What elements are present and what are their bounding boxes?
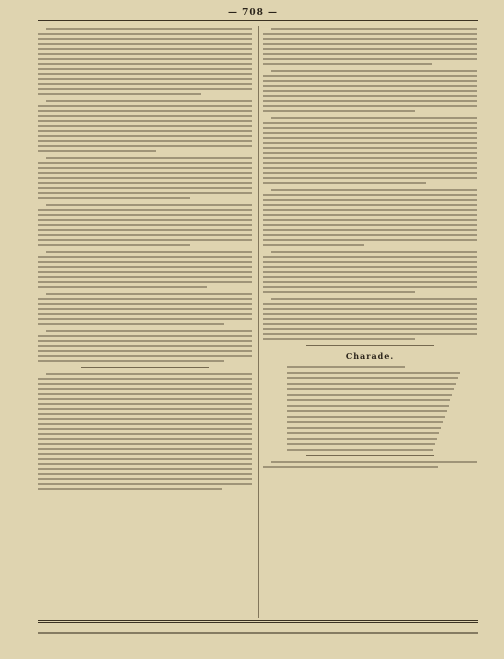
text-line bbox=[263, 80, 477, 82]
body-paragraph bbox=[263, 189, 477, 246]
text-line bbox=[38, 281, 252, 283]
verse-line bbox=[287, 405, 449, 407]
text-line bbox=[38, 438, 252, 440]
footer-rule bbox=[38, 620, 478, 621]
body-paragraph bbox=[38, 204, 252, 246]
text-line bbox=[263, 239, 477, 241]
text-line bbox=[38, 38, 252, 40]
text-line bbox=[38, 308, 252, 310]
body-paragraph bbox=[38, 28, 252, 95]
text-line bbox=[38, 335, 252, 337]
text-line bbox=[38, 43, 252, 45]
text-line bbox=[263, 308, 477, 310]
text-line bbox=[263, 33, 477, 35]
text-line bbox=[263, 303, 477, 305]
text-line bbox=[263, 48, 477, 50]
verse-line bbox=[287, 432, 439, 434]
text-line bbox=[263, 43, 477, 45]
verse-line bbox=[287, 443, 435, 445]
text-line bbox=[38, 93, 201, 95]
text-line bbox=[38, 483, 252, 485]
text-line bbox=[38, 271, 252, 273]
verse-line bbox=[287, 399, 450, 401]
text-line bbox=[263, 271, 477, 273]
text-line bbox=[38, 488, 222, 490]
body-paragraph bbox=[263, 70, 477, 112]
text-line bbox=[263, 100, 477, 102]
text-line bbox=[38, 58, 252, 60]
text-line bbox=[38, 313, 252, 315]
text-line bbox=[38, 478, 252, 480]
text-line bbox=[38, 48, 252, 50]
text-line bbox=[263, 105, 477, 107]
text-line bbox=[263, 291, 415, 293]
body-paragraph bbox=[38, 157, 252, 199]
verse-line bbox=[287, 410, 447, 412]
text-line bbox=[263, 194, 477, 196]
text-line bbox=[38, 33, 252, 35]
section-separator bbox=[306, 345, 434, 346]
text-line bbox=[38, 350, 252, 352]
text-line bbox=[38, 63, 252, 65]
text-line bbox=[263, 318, 477, 320]
header-rule bbox=[38, 20, 478, 21]
body-paragraph bbox=[263, 251, 477, 293]
verse-line bbox=[287, 383, 456, 385]
body-paragraph bbox=[263, 117, 477, 184]
verse-line bbox=[287, 449, 433, 451]
text-line bbox=[38, 88, 252, 90]
text-line bbox=[38, 172, 252, 174]
text-line bbox=[38, 473, 252, 475]
text-line bbox=[38, 413, 252, 415]
text-line bbox=[38, 115, 252, 117]
text-line bbox=[38, 78, 252, 80]
text-line bbox=[263, 338, 415, 340]
verse-line bbox=[287, 394, 452, 396]
closing-paragraph bbox=[263, 461, 477, 468]
text-line bbox=[38, 383, 252, 385]
text-line bbox=[263, 152, 477, 154]
text-line bbox=[46, 100, 252, 102]
text-line bbox=[38, 239, 252, 241]
text-line bbox=[263, 219, 477, 221]
text-line bbox=[38, 340, 252, 342]
text-line bbox=[46, 28, 252, 30]
text-line bbox=[263, 209, 477, 211]
section-separator bbox=[81, 367, 209, 368]
text-line bbox=[263, 266, 477, 268]
text-line bbox=[38, 167, 252, 169]
text-line bbox=[38, 140, 252, 142]
text-line bbox=[263, 75, 477, 77]
text-line bbox=[38, 214, 252, 216]
footer-rule-double bbox=[38, 622, 478, 623]
text-line bbox=[38, 355, 252, 357]
text-line bbox=[38, 130, 252, 132]
text-line bbox=[271, 298, 477, 300]
text-line bbox=[263, 90, 477, 92]
text-line bbox=[263, 214, 477, 216]
text-line bbox=[263, 286, 477, 288]
text-line bbox=[38, 182, 252, 184]
body-paragraph bbox=[38, 100, 252, 152]
text-line bbox=[38, 458, 252, 460]
text-line bbox=[263, 261, 477, 263]
text-line bbox=[263, 63, 432, 65]
body-paragraph bbox=[38, 251, 252, 288]
newspaper-page bbox=[8, 6, 498, 652]
text-line bbox=[38, 234, 252, 236]
text-line bbox=[263, 177, 477, 179]
text-line bbox=[263, 147, 477, 149]
text-line bbox=[38, 73, 252, 75]
text-line bbox=[271, 251, 477, 253]
text-line bbox=[263, 122, 477, 124]
text-line bbox=[38, 177, 252, 179]
text-line bbox=[38, 303, 252, 305]
verse-line bbox=[287, 377, 458, 379]
text-line bbox=[38, 135, 252, 137]
text-line bbox=[38, 428, 252, 430]
text-line bbox=[263, 333, 477, 335]
verse-line bbox=[287, 372, 460, 374]
text-line bbox=[38, 162, 252, 164]
text-line bbox=[46, 157, 252, 159]
text-line bbox=[263, 110, 415, 112]
text-line bbox=[263, 229, 477, 231]
charade-verse bbox=[263, 366, 477, 451]
text-line bbox=[263, 204, 477, 206]
text-line bbox=[38, 388, 252, 390]
body-paragraph bbox=[38, 330, 252, 362]
text-line bbox=[263, 182, 426, 184]
text-line bbox=[38, 261, 252, 263]
text-line bbox=[263, 157, 477, 159]
text-line bbox=[38, 187, 252, 189]
text-line bbox=[263, 162, 477, 164]
text-line bbox=[38, 145, 252, 147]
text-line bbox=[263, 85, 477, 87]
text-line bbox=[38, 53, 252, 55]
body-paragraph bbox=[38, 293, 252, 325]
text-line bbox=[38, 105, 252, 107]
footer-imprint-line bbox=[38, 632, 478, 634]
text-line bbox=[38, 83, 252, 85]
verse-line bbox=[287, 388, 454, 390]
text-line bbox=[38, 244, 190, 246]
text-line bbox=[38, 418, 252, 420]
text-line bbox=[263, 142, 477, 144]
text-line bbox=[263, 466, 438, 468]
text-line bbox=[263, 199, 477, 201]
text-line bbox=[263, 132, 477, 134]
text-line bbox=[38, 229, 252, 231]
text-line bbox=[263, 137, 477, 139]
text-line bbox=[38, 398, 252, 400]
text-line bbox=[38, 150, 156, 152]
verse-line bbox=[287, 421, 443, 423]
text-line bbox=[263, 172, 477, 174]
text-line bbox=[263, 224, 477, 226]
text-line bbox=[38, 192, 252, 194]
text-line bbox=[263, 127, 477, 129]
verse-line bbox=[287, 438, 437, 440]
text-line bbox=[38, 256, 252, 258]
text-line bbox=[38, 448, 252, 450]
body-paragraph bbox=[263, 298, 477, 340]
text-line bbox=[38, 68, 252, 70]
text-line bbox=[38, 125, 252, 127]
text-line bbox=[38, 286, 207, 288]
text-line bbox=[263, 276, 477, 278]
text-line bbox=[271, 189, 477, 191]
text-line bbox=[271, 28, 477, 30]
page-number: — 708 — bbox=[227, 8, 279, 18]
text-line bbox=[263, 95, 477, 97]
column-divider bbox=[258, 26, 259, 618]
text-line bbox=[38, 224, 252, 226]
right-column bbox=[263, 28, 477, 616]
text-line bbox=[38, 433, 252, 435]
text-line bbox=[38, 453, 252, 455]
text-line bbox=[38, 219, 252, 221]
text-line bbox=[263, 234, 477, 236]
text-line bbox=[271, 70, 477, 72]
text-line bbox=[263, 38, 477, 40]
text-line bbox=[271, 461, 477, 463]
text-line bbox=[263, 167, 477, 169]
text-line bbox=[263, 53, 477, 55]
text-line bbox=[46, 204, 252, 206]
text-line bbox=[46, 293, 252, 295]
text-line bbox=[263, 58, 477, 60]
text-line bbox=[38, 298, 252, 300]
verse-line bbox=[287, 416, 445, 418]
footer-imprint bbox=[38, 627, 478, 641]
text-line bbox=[271, 117, 477, 119]
text-line bbox=[38, 468, 252, 470]
text-line bbox=[263, 313, 477, 315]
text-line bbox=[38, 408, 252, 410]
text-line bbox=[46, 251, 252, 253]
text-line bbox=[38, 423, 252, 425]
text-line bbox=[38, 323, 224, 325]
text-line bbox=[38, 393, 252, 395]
text-line bbox=[263, 256, 477, 258]
text-line bbox=[263, 323, 477, 325]
text-line bbox=[38, 209, 252, 211]
text-line bbox=[38, 120, 252, 122]
text-line bbox=[38, 360, 224, 362]
text-line bbox=[38, 443, 252, 445]
text-line bbox=[38, 110, 252, 112]
text-line bbox=[38, 266, 252, 268]
text-line bbox=[46, 373, 252, 375]
text-line bbox=[38, 463, 252, 465]
body-paragraph bbox=[263, 28, 477, 65]
text-line bbox=[38, 345, 252, 347]
text-line bbox=[263, 328, 477, 330]
verse-line bbox=[287, 366, 405, 368]
text-line bbox=[38, 378, 252, 380]
left-column bbox=[38, 28, 252, 616]
text-line bbox=[38, 403, 252, 405]
text-line bbox=[263, 281, 477, 283]
text-line bbox=[38, 318, 252, 320]
body-paragraph bbox=[38, 373, 252, 490]
text-line bbox=[263, 244, 364, 246]
text-line bbox=[38, 276, 252, 278]
section-separator bbox=[306, 455, 434, 456]
verse-line bbox=[287, 427, 441, 429]
text-line bbox=[38, 197, 190, 199]
charade-heading: Charade. bbox=[345, 351, 395, 361]
text-line bbox=[46, 330, 252, 332]
